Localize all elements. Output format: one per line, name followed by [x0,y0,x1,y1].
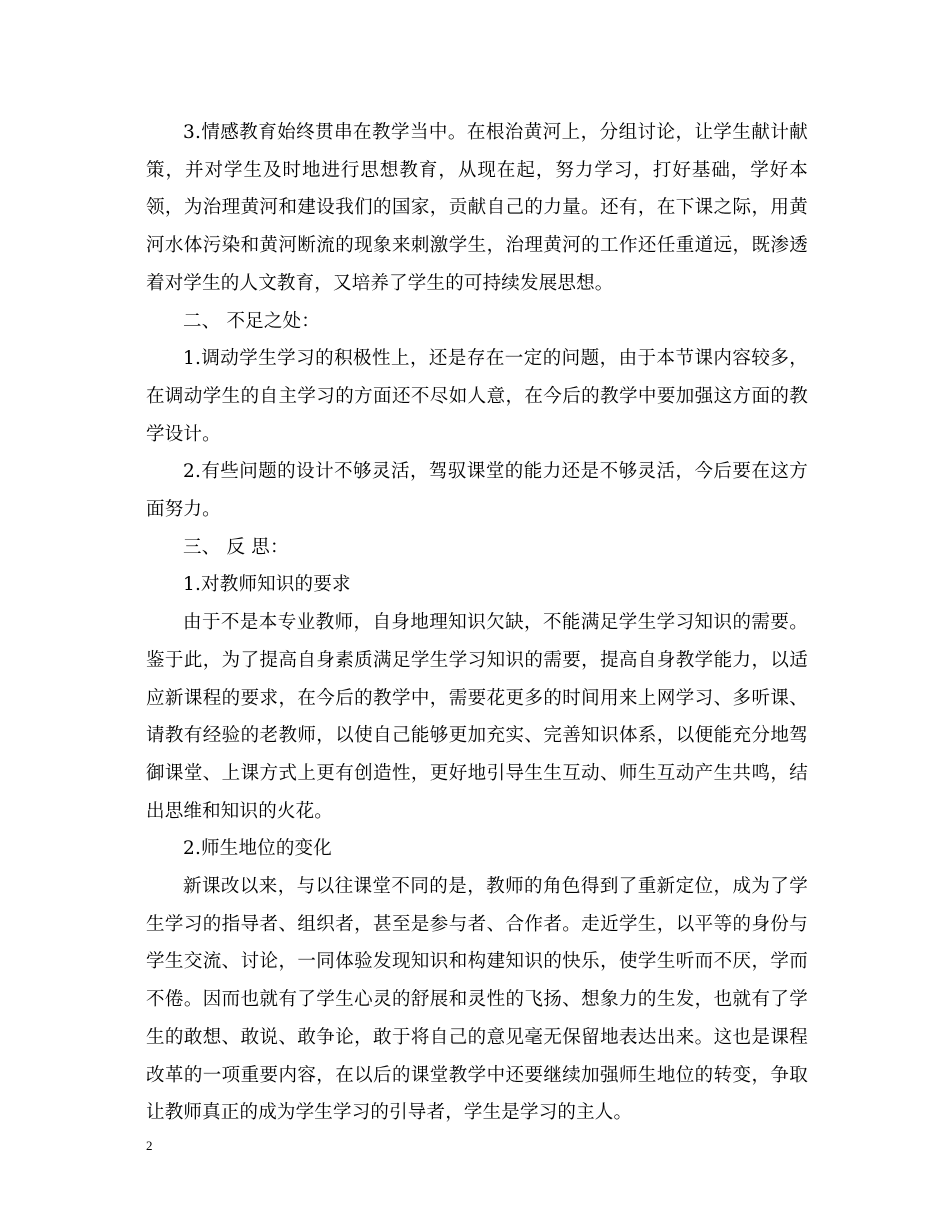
heading-shortcomings: 二、 不足之处： [183,310,320,332]
heading-reflection: 三、 反 思： [183,536,289,558]
document-body [146,114,808,1132]
paragraph-teacher-student-roles: 新课改以来，与以往课堂不同的是，教师的角色得到了重新定位，成为了学生学习的指导者、组织者，甚至是参与者、合作者。走近学生，以平等的身份与学生交流、讨论，一同体验发现知识和构建知识的快乐，使学生听而不厌，学而不倦。因而也就有了学生心灵的舒展和灵性的飞扬、想象力的生发，也就有了学生的敢想、敢说、敢争论，敢于将自己的意见毫无保留地表达出来。这也是课程改革的一项重要内容，在以后的课堂教学中还要继续加强师生地位的转变，争取让教师真正的成为学生学习的引导者，学生是学习的主人。 [146,876,808,1124]
subheading-teacher-knowledge: 1.对教师知识的要求 [183,574,351,596]
subheading-teacher-student-roles: 2.师生地位的变化 [183,838,332,860]
page-number: 2 [146,1138,153,1153]
paragraph-teacher-knowledge: 由于不是本专业教师，自身地理知识欠缺，不能满足学生学习知识的需要。鉴于此，为了提高自身素质满足学生学习知识的需要，提高自身教学能力，以适应新课程的要求，在今后的教学中，需要花更多的时间用来上网学习、多听课、请教有经验的老教师，以使自己能够更加充实、完善知识体系，以便能充分地驾御课堂、上课方式上更有创造性，更好地引导生生互动、师生互动产生共鸣，结出思维和知识的火花。 [146,612,808,822]
paragraph-shortcoming-1: 1.调动学生学习的积极性上，还是存在一定的问题，由于本节课内容较多，在调动学生的自主学习的方面还不尽如人意，在今后的教学中要加强这方面的教学设计。 [146,348,808,445]
paragraph-shortcoming-2: 2.有些问题的设计不够灵活，驾驭课堂的能力还是不够灵活，今后要在这方面努力。 [146,461,808,521]
paragraph-emotional-education: 3.情感教育始终贯串在教学当中。在根治黄河上，分组讨论，让学生献计献策，并对学生及时地进行思想教育，从现在起，努力学习，打好基础，学好本领，为治理黄河和建设我们的国家，贡献自己的力量。还有，在下课之际，用黄河水体污染和黄河断流的现象来刺激学生，治理黄河的工作还任重道远，既渗透着对学生的人文教育，又培养了学生的可持续发展思想。 [146,122,808,294]
